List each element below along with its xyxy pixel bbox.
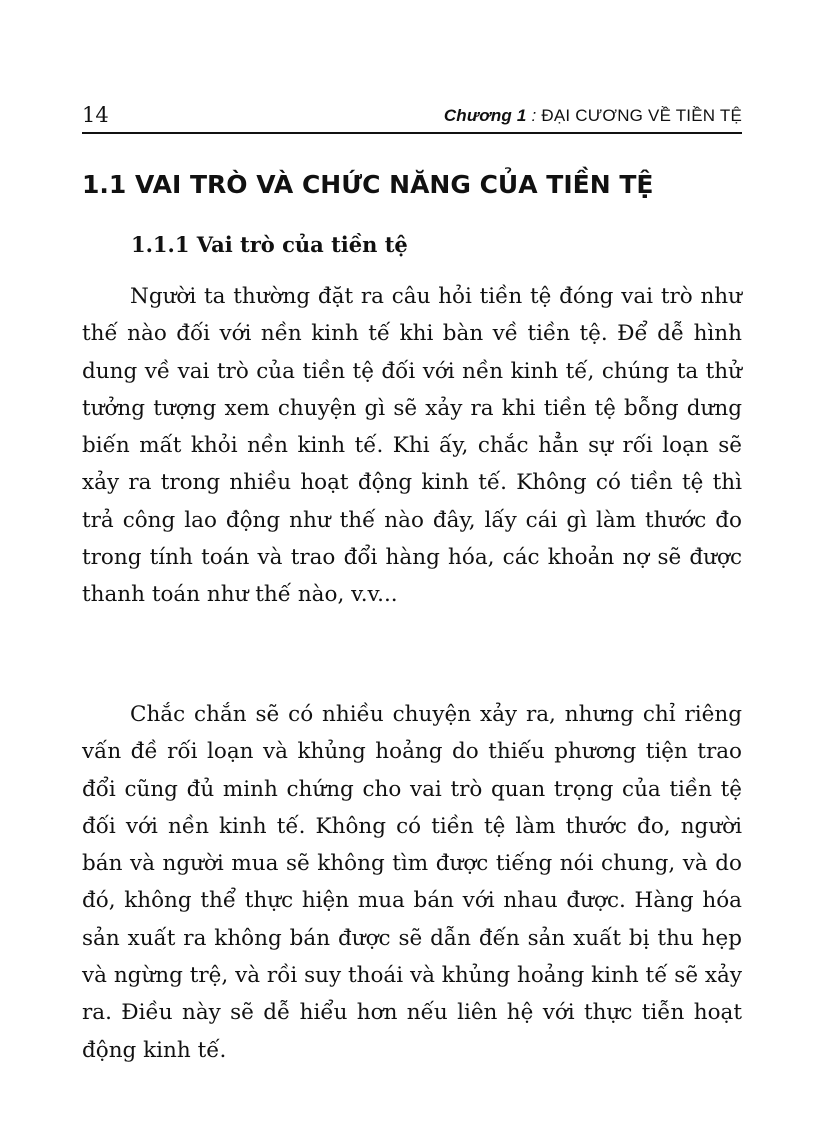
chapter-separator: : — [526, 106, 542, 125]
section-title: 1.1 VAI TRÒ VÀ CHỨC NĂNG CỦA TIỀN TỆ — [82, 170, 654, 199]
running-header — [82, 100, 742, 134]
chapter-heading — [444, 105, 742, 127]
paragraph-1: Người ta thường đặt ra câu hỏi tiền tệ đóng vai trò như thế nào đối với nền kinh tế khi bàn về tiền tệ. Để dễ hình dung về vai trò của tiền tệ đối với nền kinh tế, chúng ta thử tưởng tượng xem chuyện gì sẽ xảy ra khi tiền tệ bỗng dưng biến mất khỏi nền kinh tế. Khi ấy, chắc hẳn sự rối loạn sẽ xảy ra trong nhiều hoạt động kinh tế. Không có tiền tệ thì trả công lao động như thế nào đây, lấy cái gì làm thước đo trong tính toán và trao đổi hàng hóa, các khoản nợ sẽ được thanh toán như thế nào, v.v... — [82, 284, 742, 608]
paragraph-2: Chắc chắn sẽ có nhiều chuyện xảy ra, nhưng chỉ riêng vấn đề rối loạn và khủng hoảng do thiếu phương tiện trao đổi cũng đủ minh chứng cho vai trò quan trọng của tiền tệ đối với nền kinh tế. Không có tiền tệ làm thước đo, người bán và người mua sẽ không tìm được tiếng nói chung, và do đó, không thể thực hiện mua bán với nhau được. Hàng hóa sản xuất ra không bán được sẽ dẫn đến sản xuất bị thu hẹp và ngừng trệ, và rồi suy thoái và khủng hoảng kinh tế sẽ xảy ra. Điều này sẽ dễ hiểu hơn nếu liên hệ với thực tiễn hoạt động kinh tế. — [82, 702, 742, 1063]
chapter-label: Chương 1 — [443, 106, 527, 125]
subsection-title: 1.1.1 Vai trò của tiền tệ — [131, 232, 408, 257]
page-number: 14 — [82, 103, 109, 127]
chapter-title: ĐẠI CƯƠNG VỀ TIỀN TỆ — [541, 106, 742, 125]
